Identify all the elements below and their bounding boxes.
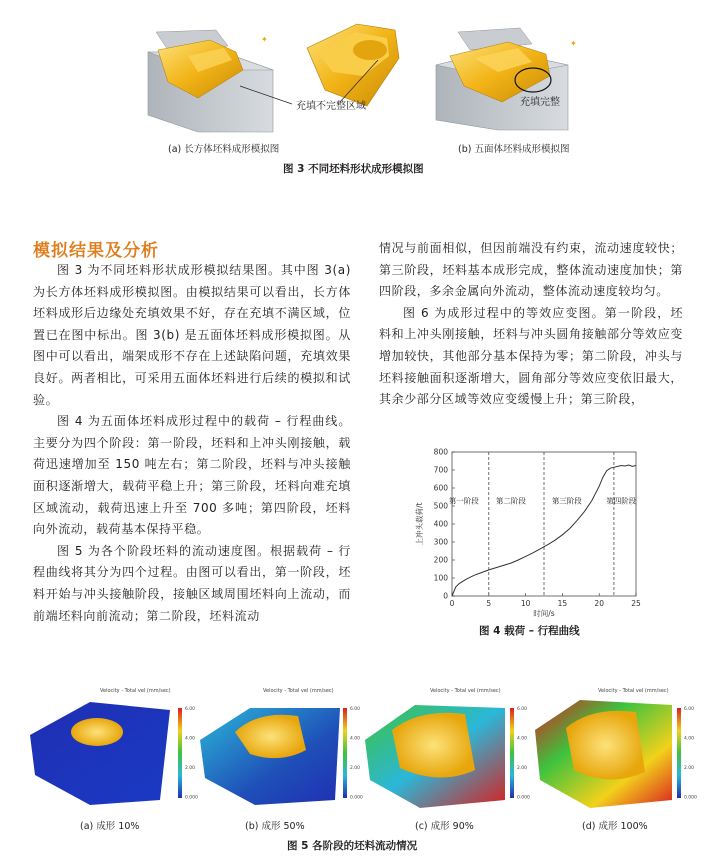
figure5-title: 图 5 各阶段的坯料流动情况 [287, 840, 418, 852]
x-axis-label: 时间/s [533, 609, 555, 618]
legend-tick-label: 2.00 [517, 766, 528, 771]
section-heading: 模拟结果及分析 [33, 241, 159, 261]
legend-tick-label: 4.00 [684, 736, 695, 742]
figure5-caption-d: (d) 成形 100% [582, 821, 648, 832]
legend-scale [343, 708, 347, 798]
y-tick-label: 600 [433, 483, 448, 493]
right-column [379, 238, 683, 411]
y-tick-label: 500 [433, 501, 448, 511]
paragraph: 图 6 为成形过程中的等效应变图。第一阶段，坯料和上冲头刚接触，坯料与冲头圆角接触部分等效应变增加较快，其他部分基本保持为零；第二阶段，冲头与坯料接触面积逐渐增大，圆角部分等效应变依旧最大，其余少部分区域等效应变缓慢上升；第三阶段， [379, 305, 683, 407]
figure3-annotation-line-a [0, 0, 707, 150]
legend-tick-label: 0.000 [350, 795, 363, 801]
figure5-panel-a [30, 688, 182, 805]
legend-tick-label: 0.000 [684, 795, 697, 801]
stage-label: 第一阶段 [448, 496, 479, 506]
legend-header: Velocity - Total vel (mm/sec) [430, 688, 501, 694]
legend-header: Velocity - Total vel (mm/sec) [100, 688, 171, 694]
figure4-chart [400, 440, 650, 620]
legend-scale [677, 708, 681, 798]
stage-label: 第三阶段 [551, 496, 582, 506]
y-axis-label: 上冲头载荷/t [415, 502, 424, 546]
figure3-caption-b: (b) 五面体坯料成形模拟图 [458, 144, 570, 155]
x-tick-label: 25 [631, 599, 641, 608]
figure3-annotation-a: 充填不完整区域 [296, 101, 366, 112]
svg-text:✦: ✦ [570, 39, 577, 48]
figure5-caption-a: (a) 成形 10% [80, 821, 140, 832]
x-tick-label: 0 [449, 599, 455, 608]
stage-label: 第二阶段 [495, 496, 526, 506]
legend-header: Velocity - Total vel (mm/sec) [598, 688, 669, 694]
figure3-title: 图 3 不同坯料形状成形模拟图 [283, 163, 424, 175]
y-tick-label: 300 [433, 537, 448, 547]
figure4-title: 图 4 载荷 – 行程曲线 [479, 625, 580, 637]
legend-tick-label: 2.00 [684, 766, 695, 771]
legend-scale [510, 708, 514, 798]
y-tick-label: 800 [433, 447, 448, 457]
x-tick-label: 20 [594, 599, 604, 608]
paragraph: 图 3 为不同坯料形状成形模拟结果图。其中图 3(a) 为长方体坯料成形模拟图。由模拟结果可以看出，长方体坯料成形后边缘处充填效果不好，存在充填不满区域，位置已在图中标出。图 3(b) 是五面体坯料成形模拟图。从图中可以看出，端架成形不存在上述缺陷问题，充填效果良好。两者相比，可采用五面体坯料进行后续的模拟和试验。 [33, 263, 351, 407]
legend-tick-label: 6.00 [350, 707, 361, 712]
paragraph: 图 4 为五面体坯料成形过程中的载荷 – 行程曲线。主要分为四个阶段：第一阶段，坯料和上冲头刚接触，载荷迅速增加至 150 吨左右；第二阶段，坯料与冲头接触面积逐渐增大，载荷平稳上升；第三阶段，坯料向难充填区域流动，载荷迅速上升至 700 多吨；第四阶段，坯料向外流动，载荷基本保持平稳。 [33, 414, 351, 537]
legend-tick-label: 6.00 [185, 707, 196, 712]
x-tick-label: 15 [557, 599, 568, 608]
legend-tick-label: 0.000 [517, 795, 530, 801]
stage-label: 第四阶段 [606, 496, 637, 506]
legend-tick-label: 2.00 [350, 766, 361, 771]
y-tick-label: 400 [433, 519, 448, 529]
figure5-panel-c [365, 688, 514, 808]
x-tick-label: 5 [486, 599, 492, 608]
figure5-panels [0, 680, 707, 820]
legend-header: Velocity - Total vel (mm/sec) [263, 688, 334, 694]
y-tick-label: 700 [433, 465, 448, 475]
y-tick-label: 200 [433, 555, 448, 565]
legend-tick-label: 4.00 [350, 736, 361, 742]
legend-tick-label: 0.000 [185, 795, 198, 801]
figure3-annotation-b: 充填完整 [520, 97, 560, 108]
legend-tick-label: 2.00 [185, 766, 196, 771]
legend-tick-label: 4.00 [517, 736, 528, 742]
paragraph: 情况与前面相似，但因前端没有约束，流动速度较快；第三阶段，坯料基本成形完成，整体流动速度加快；第四阶段，多余金属向外流动，整体流动速度较均匀。 [379, 241, 683, 299]
figure3-image-b [428, 10, 588, 135]
legend-tick-label: 4.00 [185, 736, 196, 742]
figure3-caption-a: (a) 长方体坯料成形模拟图 [168, 144, 280, 155]
paragraph: 图 5 为各个阶段坯料的流动速度图。根据载荷 – 行程曲线将其分为四个过程。由图可以看出，第一阶段，坯料开始与冲头接触阶段，接触区域周围坯料向上流动，而前端坯料向前流动；第二阶段，坯料流动 [33, 543, 351, 623]
figure5-caption-b: (b) 成形 50% [245, 821, 305, 832]
legend-tick-label: 6.00 [684, 707, 695, 712]
legend-scale [178, 708, 182, 798]
figure5-caption-c: (c) 成形 90% [415, 821, 474, 832]
svg-text:✦: ✦ [261, 35, 268, 44]
figure5-panel-d [535, 688, 681, 808]
y-tick-label: 100 [433, 573, 448, 583]
y-tick-label: 0 [443, 591, 448, 601]
left-column [33, 260, 351, 627]
legend-tick-label: 6.00 [517, 707, 528, 712]
figure5-panel-b [200, 688, 347, 805]
x-tick-label: 10 [520, 599, 531, 608]
